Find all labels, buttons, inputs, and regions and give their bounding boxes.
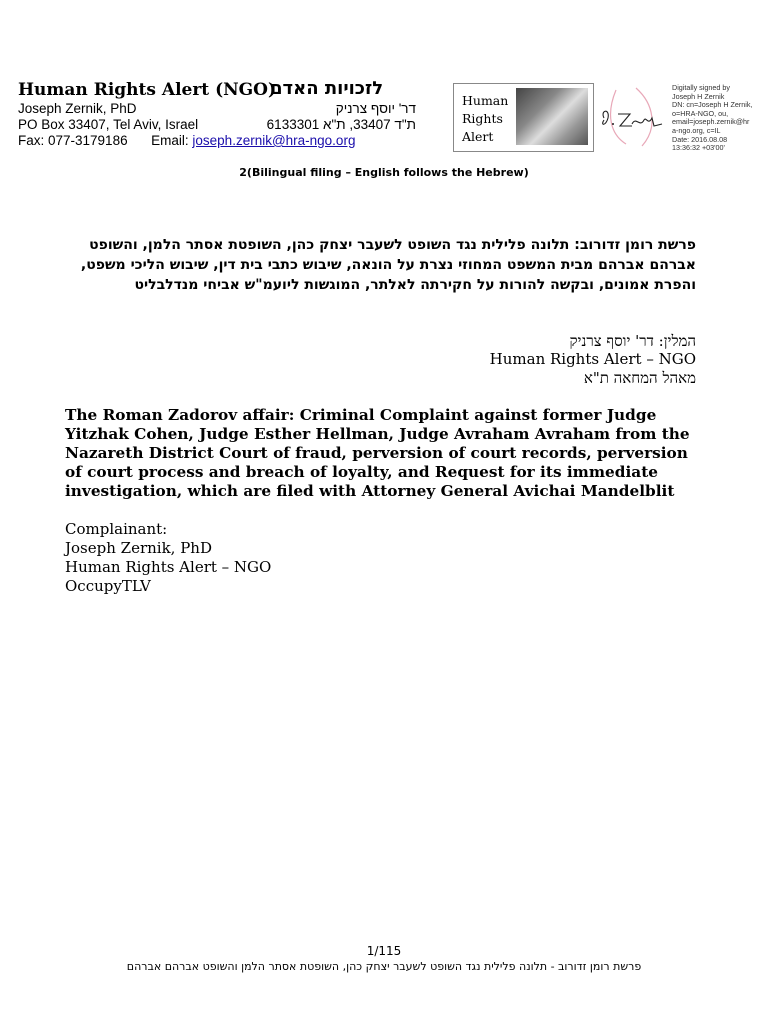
logo-line-rights: Rights [462, 111, 503, 126]
digital-signature-details: Digitally signed by Joseph H Zernik DN: cn=Joseph H Zernik, o=HRA-NGO, ou, email=joseph.zernik@hr a-ngo.org, c=IL Date: 2016.08.08 13:36:32 +03'00' [672, 83, 753, 153]
address-hebrew: ת"ד 33407, ת"א 6133301 [266, 117, 416, 132]
author-name-english: Joseph Zernik, PhD [18, 101, 137, 116]
hebrew-complainant-org: Human Rights Alert – NGO [489, 350, 696, 368]
english-complaint-title: The Roman Zadorov affair: Criminal Complaint against former Judge Yitzhak Cohen, Judge Esther Hellman, Judge Avraham Avraham from the Nazareth District Court of fraud, perversion of court records, perversion of court process and breach of loyalty, and Request for its immediate investigation, which are filed with Attorney General Avichai Mandelblit [65, 406, 690, 500]
hebrew-complaint-title: פרשת רומן זדורוב: תלונה פלילית נגד השופט לשעבר יצחק כהן, השופטת אסתר הלמן, והשופט אברהם אברהם מבית המשפט המחוזי נצרת על הונאה, שיבוש כתבי בית דין, שיבוש הליכי משפט, והפרת אמונים, ובקשה להורות על חקירתה לאלתר, המוגשות ליועמ"ש אביחי מנדלבליט [80, 237, 696, 293]
hra-logo [453, 83, 594, 152]
logo-line-human: Human [462, 93, 509, 108]
logo-text [462, 92, 508, 146]
logo-photo [516, 88, 588, 145]
footer-running-title: פרשת רומן זדורוב - תלונה פלילית נגד השופט לשעבר יצחק כהן, השופטת אסתר הלמן והשופט אברהם אברהם [126, 960, 642, 973]
complainant-org: Human Rights Alert – NGO [65, 558, 272, 576]
hebrew-complainant-name: המלין: דר' יוסף צרניק [569, 332, 696, 350]
email-link[interactable]: joseph.zernik@hra-ngo.org [192, 133, 356, 148]
contact-line [18, 133, 355, 148]
page-number: 1/115 [366, 944, 402, 958]
author-name-hebrew: דר' יוסף צרניק [335, 101, 416, 116]
address-english: PO Box 33407, Tel Aviv, Israel [18, 117, 199, 132]
complainant-label: Complainant: [65, 520, 168, 538]
complainant-name: Joseph Zernik, PhD [65, 539, 212, 557]
hebrew-complainant-location: מאהל המחאה ת"א [583, 369, 696, 387]
handwritten-signature [596, 84, 666, 150]
complainant-group: OccupyTLV [65, 577, 151, 595]
bilingual-filing-note: 2(Bilingual filing – English follows the Hebrew) [239, 166, 529, 179]
org-name-english: Human Rights Alert (NGO) [18, 80, 277, 100]
email-label: Email: [151, 133, 189, 148]
logo-line-alert: Alert [462, 129, 494, 144]
fax-number: Fax: 077-3179186 [18, 133, 128, 148]
org-name-hebrew: לזכויות האדם [270, 78, 384, 99]
